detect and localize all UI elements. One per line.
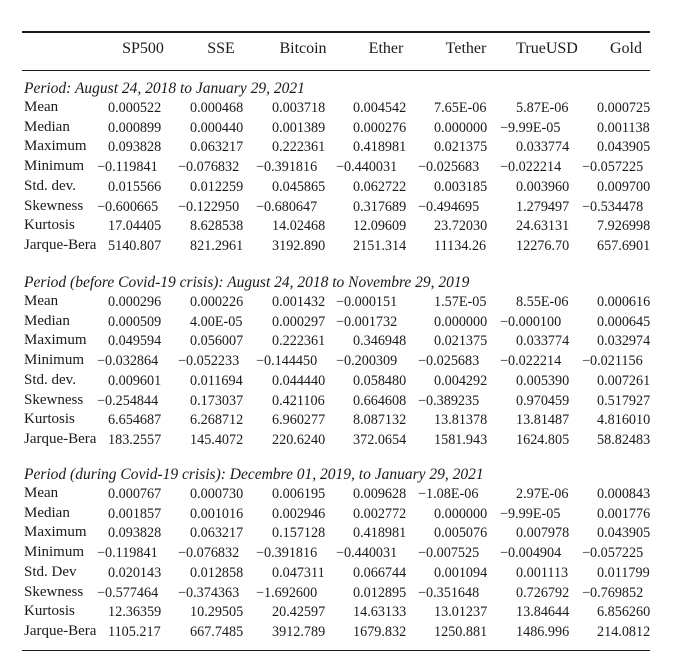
table-cell: 12.36359: [108, 604, 162, 621]
row-label: Skewness: [24, 391, 84, 408]
table-cell: 0.222361: [272, 139, 326, 156]
table-cell: 6.654687: [108, 412, 162, 429]
table-cell: 0.045865: [272, 178, 326, 195]
table-cell: 0.000000: [434, 505, 488, 522]
table-cell: 0.346948: [353, 333, 407, 350]
table-cell: −0.057225: [582, 545, 644, 562]
table-cell: 0.222361: [272, 333, 326, 350]
table-cell: 23.72030: [434, 218, 488, 235]
table-cell: 4.00E-05: [190, 313, 243, 330]
table-cell: 13.84644: [516, 604, 570, 621]
table-cell: 0.066744: [353, 564, 407, 581]
row-label: Jarque-Bera: [24, 622, 97, 639]
table-cell: 58.82483: [597, 431, 651, 448]
table-cell: 0.000226: [190, 294, 244, 310]
table-cell: 1.57E-05: [434, 294, 487, 310]
table-cell: −0.032864: [97, 353, 159, 370]
table-cell: −0.001732: [336, 313, 398, 330]
column-header-tether: Tether: [445, 40, 487, 57]
table-cell: −0.254844: [97, 392, 159, 409]
table-cell: 821.2961: [190, 237, 244, 254]
period-title: Period: August 24, 2018 to January 29, 2021: [24, 80, 305, 97]
table-cell: 0.418981: [353, 139, 407, 156]
table-cell: −0.021156: [582, 353, 643, 370]
row-label: Maximum: [24, 332, 87, 349]
period-title: Period (before Covid-19 crisis): August 24, 2018 to Novembre 29, 2019: [24, 274, 470, 291]
table-cell: 214.0812: [597, 623, 651, 640]
table-cell: −0.076832: [178, 545, 240, 562]
table-cell: −0.122950: [178, 198, 240, 215]
table-cell: 0.063217: [190, 525, 244, 542]
table-cell: −0.577464: [97, 584, 159, 601]
table-cell: 0.021375: [434, 139, 488, 156]
table-cell: 220.6240: [272, 431, 326, 448]
table-cell: −0.000100: [500, 313, 562, 330]
table-cell: −0.600665: [97, 198, 159, 215]
table-cell: −0.022214: [500, 159, 562, 176]
table-cell: −0.389235: [418, 392, 480, 409]
row-label: Kurtosis: [24, 217, 75, 234]
table-cell: −9.99E-05: [500, 119, 561, 136]
table-cell: 0.001776: [597, 505, 651, 522]
table-cell: 0.033774: [516, 333, 570, 350]
table-cell: 24.63131: [516, 218, 570, 235]
table-cell: 0.012259: [190, 178, 244, 195]
table-cell: 183.2557: [108, 431, 162, 448]
table-cell: 0.002946: [272, 505, 326, 522]
table-cell: 0.005390: [516, 372, 570, 389]
table-cell: 4.816010: [597, 412, 651, 429]
table-cell: 0.063217: [190, 139, 244, 156]
table-cell: −0.076832: [178, 159, 240, 176]
table-cell: −0.000151: [336, 294, 398, 310]
table-cell: 0.004292: [434, 372, 488, 389]
table-cell: 0.044440: [272, 372, 326, 389]
row-label: Std. Dev: [24, 563, 77, 580]
table-cell: 0.021375: [434, 333, 488, 350]
table-cell: 0.317689: [353, 198, 407, 215]
table-cell: −0.119841: [97, 159, 158, 176]
table-cell: 0.020143: [108, 564, 162, 581]
table-cell: 0.000645: [597, 313, 651, 330]
row-label: Mean: [24, 485, 59, 501]
row-label: Jarque-Bera: [24, 430, 97, 447]
table-cell: 0.000522: [108, 100, 162, 116]
row-label: Median: [24, 312, 70, 329]
table-cell: 0.418981: [353, 525, 407, 542]
table-cell: 0.004542: [353, 100, 407, 116]
table-cell: 0.003185: [434, 178, 488, 195]
table-cell: 0.043905: [597, 139, 651, 156]
table-cell: −9.99E-05: [500, 505, 561, 522]
table-cell: −0.391816: [256, 545, 318, 562]
table-cell: 0.003718: [272, 100, 326, 116]
table-cell: 6.960277: [272, 412, 326, 429]
table-cell: −0.025683: [418, 353, 480, 370]
table-cell: −0.391816: [256, 159, 318, 176]
table-cell: 1624.805: [516, 431, 570, 448]
table-cell: 14.63133: [353, 604, 407, 621]
table-cell: 0.000767: [108, 486, 162, 502]
row-label: Mean: [24, 293, 59, 309]
row-label: Std. dev.: [24, 371, 76, 388]
table-cell: 0.058480: [353, 372, 407, 389]
table-cell: 8.55E-06: [516, 294, 569, 310]
table-cell: 145.4072: [190, 431, 244, 448]
table-cell: 6.856260: [597, 604, 651, 621]
table-cell: −0.057225: [582, 159, 644, 176]
table-cell: −0.374363: [178, 584, 240, 601]
table-cell: 0.033774: [516, 139, 570, 156]
table-cell: 0.173037: [190, 392, 244, 409]
table-cell: 13.81487: [516, 412, 570, 429]
table-cell: 7.926998: [597, 218, 651, 235]
table-cell: −0.119841: [97, 545, 158, 562]
table-cell: −0.144450: [256, 353, 318, 370]
table-cell: 0.000000: [434, 119, 488, 136]
table-cell: 0.093828: [108, 139, 162, 156]
row-label: Minimum: [24, 158, 85, 175]
table-cell: 3192.890: [272, 237, 326, 254]
table-cell: 0.009628: [353, 486, 407, 502]
table-cell: −0.769852: [582, 584, 644, 601]
column-header-ether: Ether: [368, 40, 404, 57]
table-cell: 657.6901: [597, 237, 651, 254]
row-label: Median: [24, 118, 70, 135]
column-header-sse: SSE: [207, 40, 235, 57]
table-cell: 0.001138: [597, 119, 650, 136]
table-top-rule: [22, 31, 650, 33]
table-cell: 17.04405: [108, 218, 162, 235]
table-cell: 1581.943: [434, 431, 488, 448]
table-cell: 0.000899: [108, 119, 162, 136]
table-cell: −0.534478: [582, 198, 644, 215]
table-cell: 13.01237: [434, 604, 488, 621]
row-label: Median: [24, 504, 70, 521]
table-cell: 5.87E-06: [516, 100, 569, 116]
table-cell: 1105.217: [108, 623, 161, 640]
table-cell: 0.006195: [272, 486, 326, 502]
table-cell: 0.001094: [434, 564, 488, 581]
table-cell: 0.032974: [597, 333, 651, 350]
table-cell: −0.004904: [500, 545, 562, 562]
table-cell: 0.421106: [272, 392, 325, 409]
table-header-rule: [22, 70, 650, 71]
table-cell: 0.000276: [353, 119, 407, 136]
row-label: Maximum: [24, 138, 87, 155]
table-cell: 0.002772: [353, 505, 407, 522]
table-cell: 0.056007: [190, 333, 244, 350]
column-header-bitcoin: Bitcoin: [279, 40, 327, 57]
table-cell: −1.692600: [256, 584, 318, 601]
table-cell: −0.494695: [418, 198, 480, 215]
table-cell: −0.022214: [500, 353, 562, 370]
table-cell: −0.052233: [178, 353, 240, 370]
table-cell: 0.000725: [597, 100, 651, 116]
table-cell: 0.001016: [190, 505, 244, 522]
column-header-trueusd: TrueUSD: [516, 40, 578, 57]
row-label: Mean: [24, 99, 59, 115]
table-cell: 10.29505: [190, 604, 244, 621]
table-cell: 0.003960: [516, 178, 570, 195]
table-cell: 20.42597: [272, 604, 326, 621]
period-title: Period (during Covid-19 crisis): Decembre 01, 2019, to January 29, 2021: [24, 466, 484, 483]
table-cell: 2.97E-06: [516, 486, 569, 502]
table-cell: −1.08E-06: [418, 486, 479, 502]
table-cell: 0.000616: [597, 294, 651, 310]
table-cell: 1.279497: [516, 198, 570, 215]
table-cell: 0.000730: [190, 486, 244, 502]
table-cell: −0.007525: [418, 545, 480, 562]
table-cell: 12276.70: [516, 237, 570, 254]
table-cell: −0.680647: [256, 198, 318, 215]
table-cell: 0.005076: [434, 525, 488, 542]
table-cell: 8.087132: [353, 412, 407, 429]
table-cell: 0.015566: [108, 178, 162, 195]
table-cell: 0.093828: [108, 525, 162, 542]
table-cell: 0.001389: [272, 119, 326, 136]
row-label: Skewness: [24, 197, 84, 214]
row-label: Kurtosis: [24, 603, 75, 620]
table-cell: 0.000509: [108, 313, 162, 330]
table-cell: 0.012895: [353, 584, 407, 601]
table-bottom-rule: [22, 650, 650, 651]
table-cell: 0.011694: [190, 372, 243, 389]
table-cell: 0.001857: [108, 505, 162, 522]
table-cell: 0.049594: [108, 333, 162, 350]
table-cell: 11134.26: [434, 237, 487, 254]
table-cell: 0.007978: [516, 525, 570, 542]
table-cell: 0.009601: [108, 372, 162, 389]
table-cell: −0.351648: [418, 584, 480, 601]
column-header-gold: Gold: [610, 40, 642, 57]
table-cell: 667.7485: [190, 623, 244, 640]
row-label: Maximum: [24, 524, 87, 541]
table-cell: −0.440031: [336, 545, 398, 562]
table-cell: 3912.789: [272, 623, 326, 640]
table-cell: 1679.832: [353, 623, 407, 640]
table-cell: 6.268712: [190, 412, 244, 429]
row-label: Jarque-Bera: [24, 236, 97, 253]
row-label: Minimum: [24, 544, 85, 561]
table-cell: 0.000440: [190, 119, 244, 136]
table-cell: −0.200309: [336, 353, 398, 370]
table-cell: 0.000468: [190, 100, 244, 116]
table-cell: 1250.881: [434, 623, 488, 640]
row-label: Std. dev.: [24, 177, 76, 194]
table-cell: 5140.807: [108, 237, 162, 254]
column-header-sp500: SP500: [122, 40, 164, 57]
table-cell: 0.000000: [434, 313, 488, 330]
table-cell: 0.062722: [353, 178, 407, 195]
table-cell: 0.001432: [272, 294, 326, 310]
table-cell: 8.628538: [190, 218, 244, 235]
table-cell: 0.047311: [272, 564, 325, 581]
row-label: Minimum: [24, 352, 85, 369]
table-cell: −0.440031: [336, 159, 398, 176]
table-cell: 0.009700: [597, 178, 651, 195]
table-cell: 14.02468: [272, 218, 326, 235]
row-label: Kurtosis: [24, 411, 75, 428]
table-cell: 1486.996: [516, 623, 570, 640]
table-cell: 372.0654: [353, 431, 407, 448]
table-cell: 2151.314: [353, 237, 407, 254]
table-cell: 0.043905: [597, 525, 651, 542]
table-cell: 12.09609: [353, 218, 407, 235]
table-cell: 0.007261: [597, 372, 651, 389]
table-cell: 0.000843: [597, 486, 651, 502]
table-cell: 0.664608: [353, 392, 407, 409]
row-label: Skewness: [24, 583, 84, 600]
table-cell: 0.970459: [516, 392, 570, 409]
table-cell: 0.000296: [108, 294, 162, 310]
table-cell: −0.025683: [418, 159, 480, 176]
table-cell: 0.012858: [190, 564, 244, 581]
table-cell: 0.001113: [516, 564, 569, 581]
table-cell: 13.81378: [434, 412, 488, 429]
table-cell: 0.726792: [516, 584, 570, 601]
table-cell: 0.000297: [272, 313, 326, 330]
table-cell: 0.157128: [272, 525, 326, 542]
table-cell: 0.011799: [597, 564, 650, 581]
table-cell: 0.517927: [597, 392, 651, 409]
table-cell: 7.65E-06: [434, 100, 487, 116]
